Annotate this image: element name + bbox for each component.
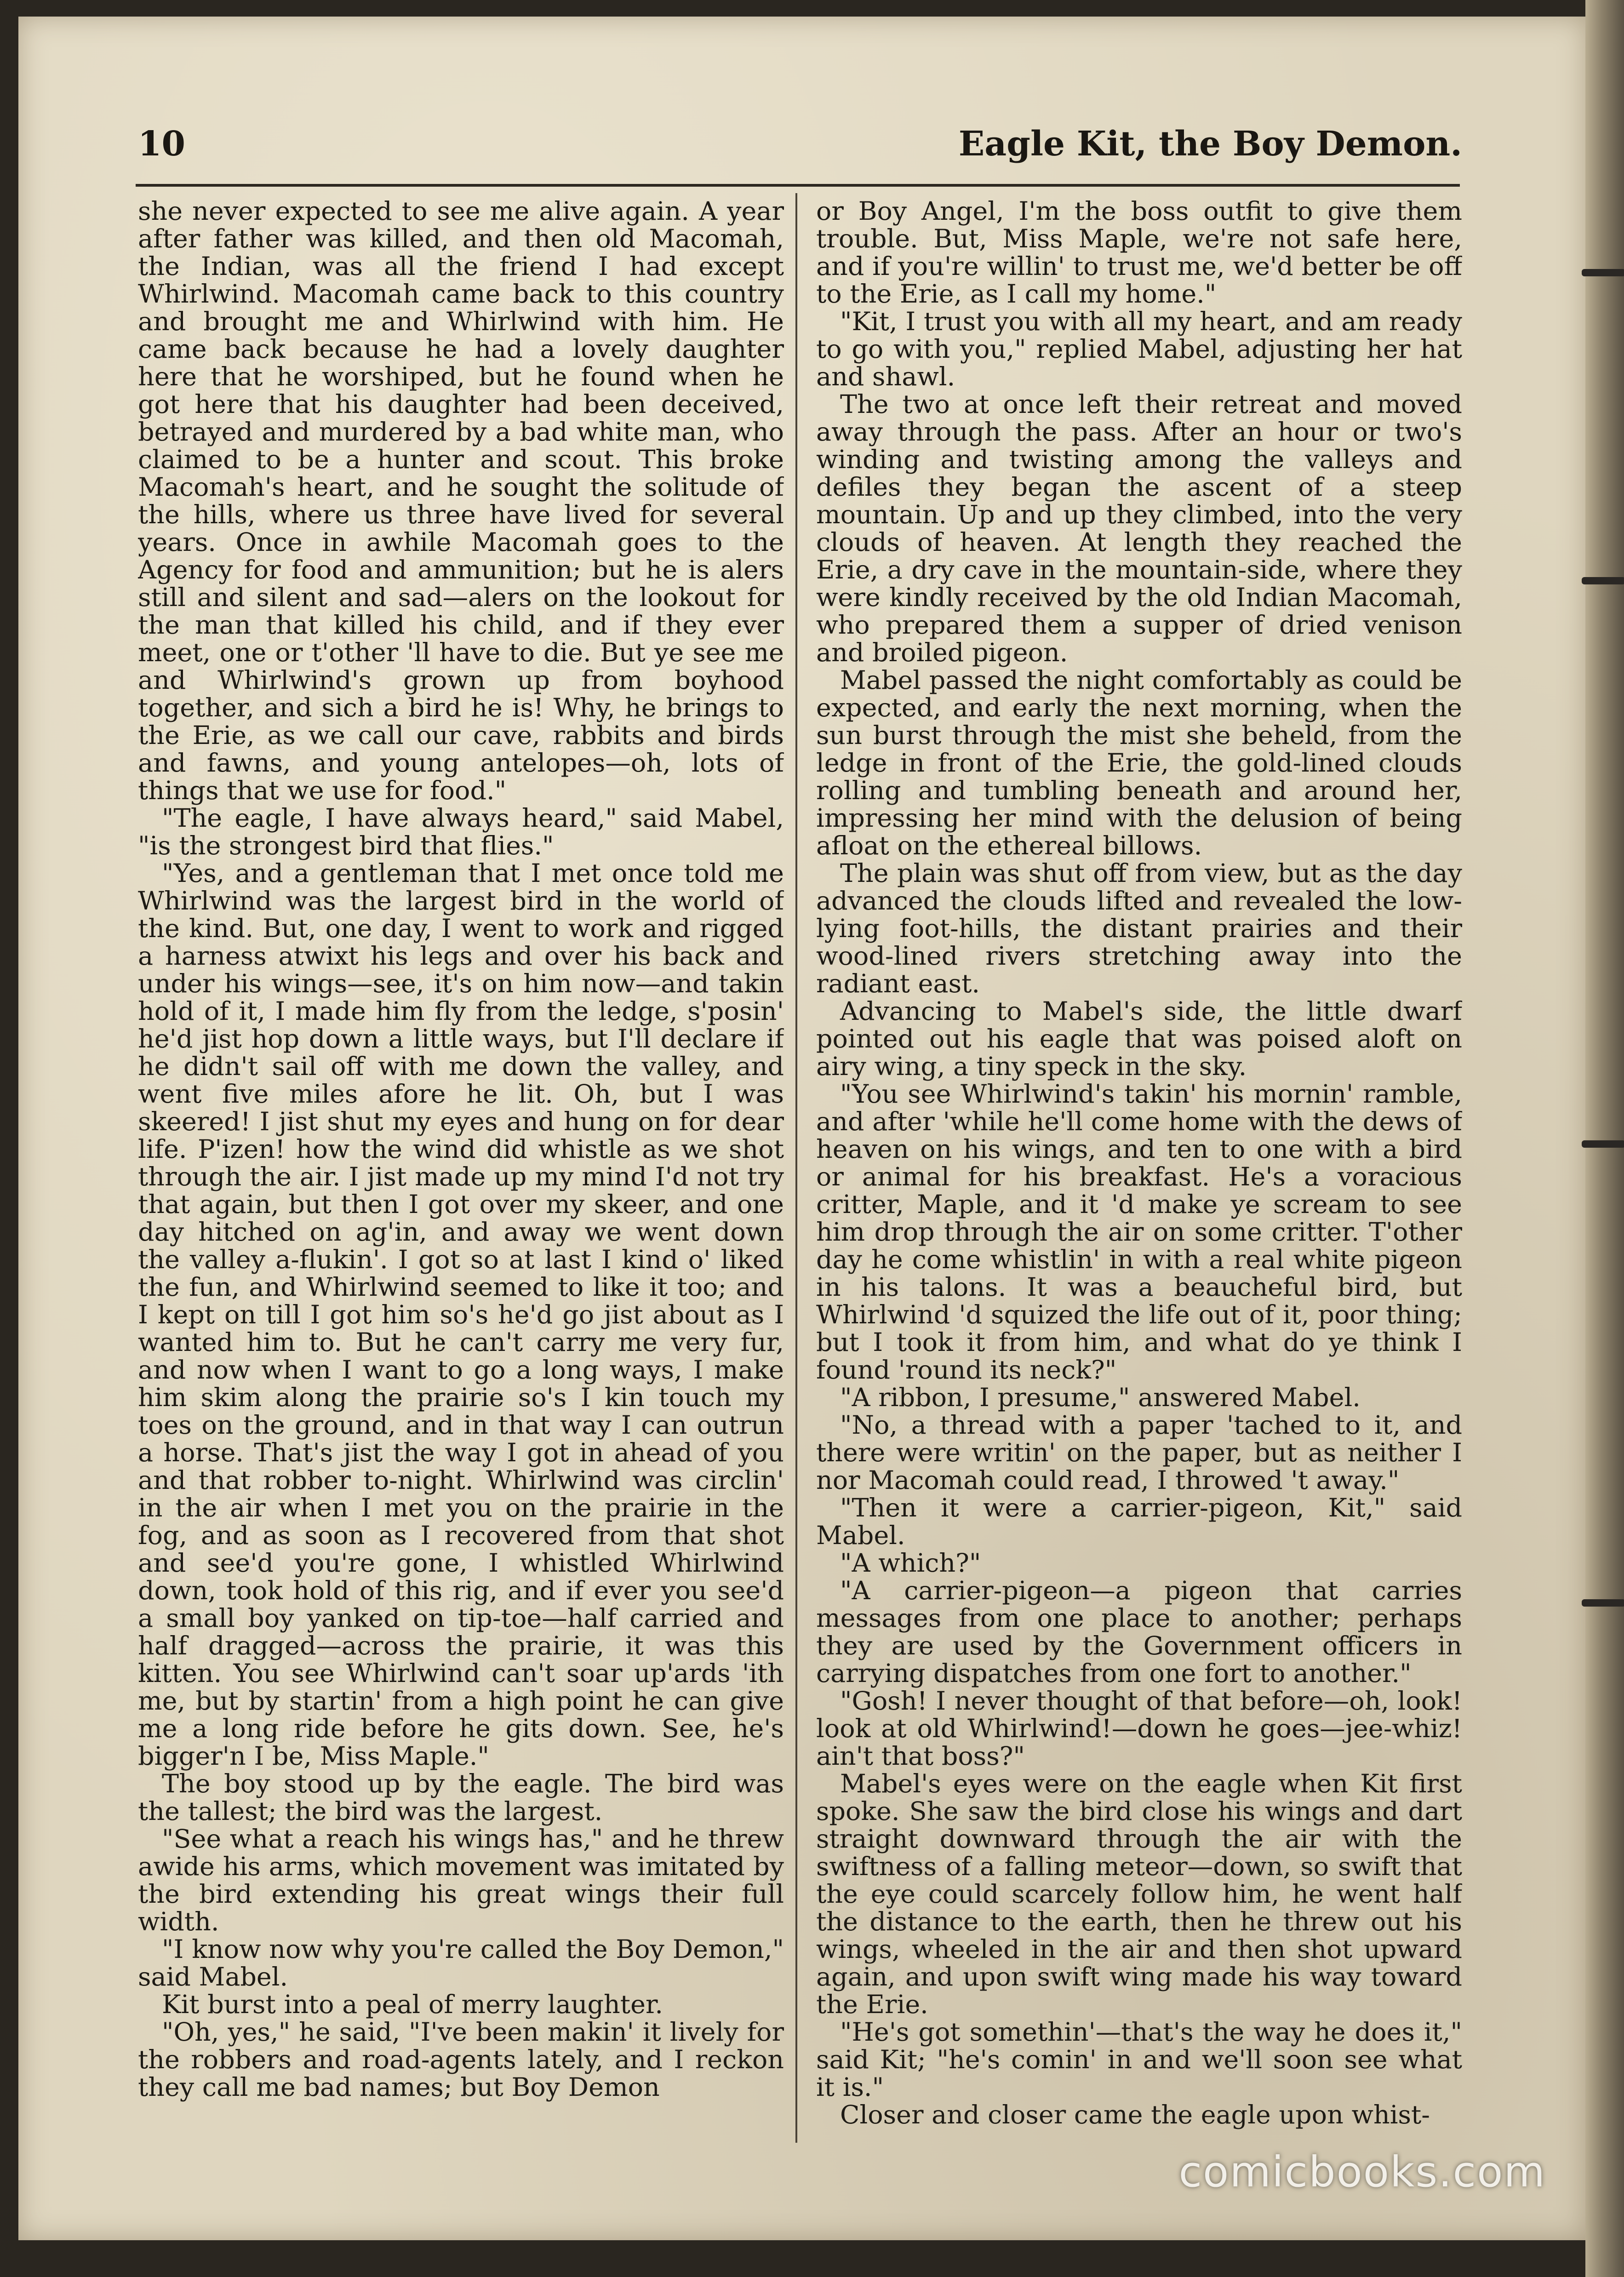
paragraph: "Kit, I trust you with all my heart, and am ready to go with you," replied Mabel, adjusting her hat and shawl. <box>816 307 1462 392</box>
staple <box>1582 1140 1624 1148</box>
paragraph: "Then it were a carrier-pigeon, Kit," said Mabel. <box>816 1493 1462 1550</box>
page-header <box>138 124 1462 175</box>
paragraph: "I know now why you're called the Boy Demon," said Mabel. <box>138 1934 784 1992</box>
column-divider <box>795 193 797 2143</box>
right-column <box>816 198 1462 2147</box>
paragraph: Advancing to Mabel's side, the little dwarf pointed out his eagle that was poised aloft on airy wing, a tiny speck in the sky. <box>816 996 1462 1081</box>
paragraph: The two at once left their retreat and moved away through the pass. After an hour or two's winding and twisting among the valleys and defiles they began the ascent of a steep mountain. Up and up they climbed, into the very clouds of heaven. At length they reached the Erie, a dry cave in the mountain-side, where they were kindly received by the old Indian Macomah, who prepared them a supper of dried venison and broiled pigeon. <box>816 389 1462 668</box>
page-number: 10 <box>138 124 185 164</box>
paragraph: "A carrier-pigeon—a pigeon that carries messages from one place to another; perhaps they are used by the Government officers in carrying dispatches from one fort to another." <box>816 1576 1462 1688</box>
left-column <box>138 198 784 2147</box>
staple <box>1582 1599 1624 1607</box>
paragraph: Closer and closer came the eagle upon whist- <box>840 2100 1430 2130</box>
paragraph: "A which?" <box>840 1548 981 1578</box>
staple <box>1582 577 1624 584</box>
binding-spine <box>1585 0 1624 2277</box>
paragraph: The plain was shut off from view, but as the day advanced the clouds lifted and revealed the low-lying foot-hills, the distant prairies and their wood-lined rivers stretching away into the radiant east. <box>816 858 1462 999</box>
running-title: Eagle Kit, the Boy Demon. <box>958 124 1462 164</box>
paragraph: "He's got somethin'—that's the way he does it," said Kit; "he's comin' in and we'll soon see what it is." <box>816 2017 1462 2102</box>
paragraph: "A ribbon, I presume," answered Mabel. <box>840 1383 1361 1413</box>
paragraph: "Oh, yes," he said, "I've been makin' it lively for the robbers and road-agents lately, and I reckon they call me bad names; but Boy Demon <box>138 2017 784 2102</box>
paragraph: or Boy Angel, I'm the boss outfit to give them trouble. But, Miss Maple, we're not safe here, and if you're willin' to trust me, we'd better be off to the Erie, as I call my home." <box>816 198 1462 309</box>
paragraph: "You see Whirlwind's takin' his mornin' ramble, and after 'while he'll come home with the dews of heaven on his wings, and ten to one with a bird or animal for his breakfast. He's a voracious critter, Maple, and it 'd make ye scream to see him drop through the air on some critter. T'other day he come whistlin' in with a real white pigeon in his talons. It was a beaucheful bird, but Whirlwind 'd squized the life out of it, poor thing; but I took it from him, and what do ye think I found 'round its neck?" <box>816 1079 1462 1385</box>
paragraph: "Yes, and a gentleman that I met once told me Whirlwind was the largest bird in the world of the kind. But, one day, I went to work and rigged a harness atwixt his legs and over his back and under his wings—see, it's on him now—and takin hold of it, I made him fly from the ledge, s'posin' he'd jist hop down a little ways, but I'll declare if he didn't sail off with me down the valley, and went five miles afore he lit. Oh, but I was skeered! I jist shut my eyes and hung on for dear life. P'izen! how the wind did whistle as we shot through the air. I jist made up my mind I'd not try that again, but then I got over my skeer, and one day hitched on ag'in, and away we went down the valley a-flukin'. I got so at last I kind o' liked the fun, and Whirlwind seemed to like it too; and I kept on till I got him so's he'd go jist about as I wanted him to. But he can't carry me very fur, and now when I want to go a long ways, I make him skim along the prairie so's I kin touch my toes on the ground, and in that way I can outrun a horse. That's jist the way I got in ahead of you and that robber to-night. Whirlwind was circlin' in the air when I met you on the prairie in the fog, and as soon as I recovered from that shot and see'd you're gone, I whistled Whirlwind down, took hold of this rig, and if ever you see'd a small boy yanked on tip-toe—half carried and half dragged—across the prairie, it was this kitten. You see Whirlwind can't soar up'ards 'ith me, but by startin' from a high point he can give me a long ride before he gits down. See, he's bigger'n I be, Miss Maple." <box>138 858 784 1771</box>
paragraph: Mabel passed the night comfortably as could be expected, and early the next morning, when the sun burst through the mist she beheld, from the ledge in front of the Erie, the gold-lined clouds rolling and tumbling beneath and around her, impressing her mind with the delusion of being afloat on the ethereal billows. <box>816 665 1462 861</box>
paragraph: The boy stood up by the eagle. The bird was the tallest; the bird was the largest. <box>138 1769 784 1826</box>
paragraph: "Gosh! I never thought of that before—oh, look! look at old Whirlwind!—down he goes—jee-whiz! ain't that boss?" <box>816 1686 1462 1771</box>
paragraph: "See what a reach his wings has," and he threw awide his arms, which movement was imitated by the bird extending his great wings their full width. <box>138 1824 784 1937</box>
paragraph: Mabel's eyes were on the eagle when Kit first spoke. She saw the bird close his wings and dart straight downward through the air with the swiftness of a falling meteor—down, so swift that the eye could scarcely follow him, he went half the distance to the earth, then he threw out his wings, wheeled in the air and then shot upward again, and upon swift wing made his way toward the Erie. <box>816 1769 1462 2020</box>
paragraph: Kit burst into a peal of merry laughter. <box>162 1990 663 2020</box>
watermark: comicbooks.com <box>1178 2147 1546 2197</box>
paragraph: "The eagle, I have always heard," said Mabel, "is the strongest bird that flies." <box>138 803 784 861</box>
staple <box>1582 269 1624 276</box>
paragraph: she never expected to see me alive again. A year after father was killed, and then old Macomah, the Indian, was all the friend I had except Whirlwind. Macomah came back to this country and brought me and Whirlwind with him. He came back because he had a lovely daughter here that he worshiped, but he found when he got here that his daughter had been deceived, betrayed and murdered by a bad white man, who claimed to be a hunter and scout. This broke Macomah's heart, and he sought the solitude of the hills, where us three have lived for several years. Once in awhile Macomah goes to the Agency for food and ammunition; but he is alers still and silent and sad—alers on the lookout for the man that killed his child, and if they ever meet, one or t'other 'll have to die. But ye see me and Whirlwind's grown up from boyhood together, and sich a bird he is! Why, he brings to the Erie, as we call our cave, rabbits and birds and fawns, and young antelopes—oh, lots of things that we use for food." <box>138 198 784 806</box>
header-rule <box>136 184 1460 187</box>
paragraph: "No, a thread with a paper 'tached to it, and there were writin' on the paper, but as neither I nor Macomah could read, I throwed 't away." <box>816 1410 1462 1495</box>
